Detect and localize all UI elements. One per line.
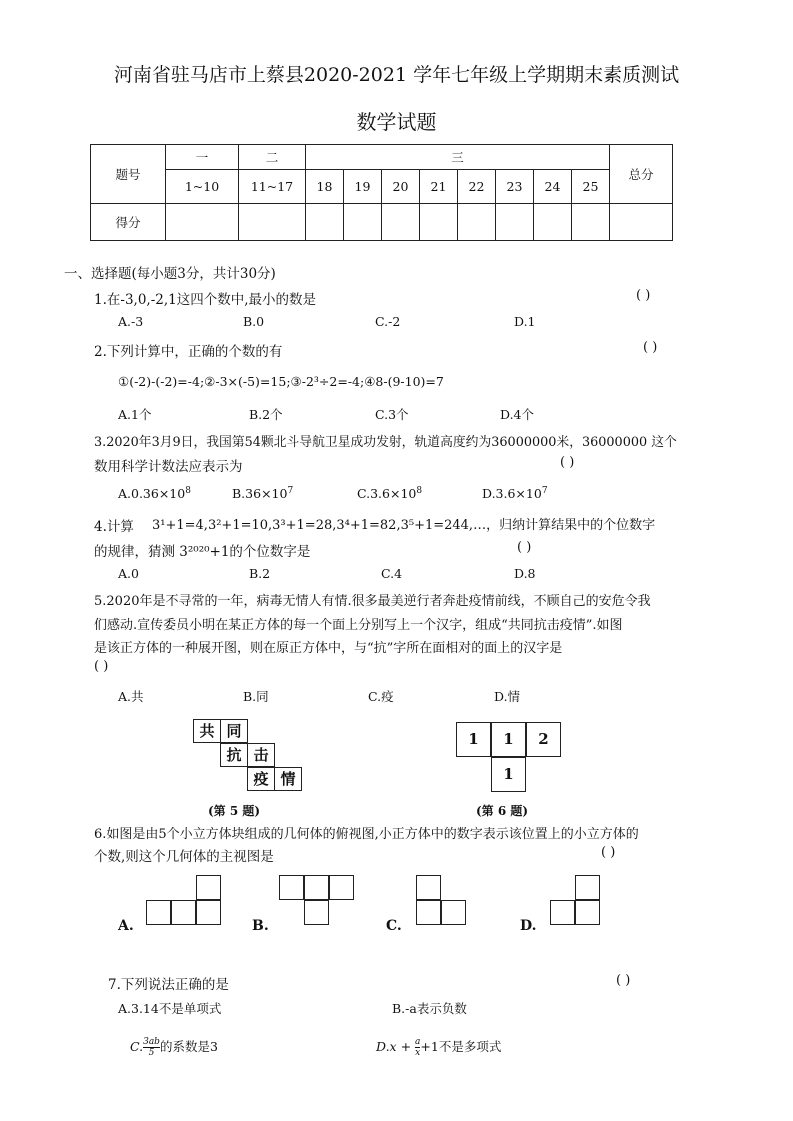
net-cell: 情 [274,767,302,791]
net-cell: 疫 [247,767,275,791]
score-cell-blank[interactable] [306,204,344,241]
option-b: B.-a表示负数 [392,1001,467,1016]
score-cell-blank[interactable] [420,204,458,241]
score-table-col: 20 [382,170,420,204]
option-a: $A.0.36\times 10^8$ [118,486,191,502]
question-5-line2: 们感动.宣传委员小明在某正方体的每一个面上分别写上一个汉字，组成“共同抗击疫情”.如图 [94,618,623,633]
answer-paren[interactable]: ( ) [560,455,575,470]
option-c: C.4 [381,566,403,581]
exam-subtitle: 数学试题 [356,110,437,134]
question-6-line2: 个数,则这个几何体的主视图是 [94,849,274,865]
option-d: D.情 [494,689,521,704]
score-table-defen: 得分 [91,204,166,241]
option-a: A.-3 [118,314,144,329]
score-cell-blank[interactable] [239,204,306,241]
option-a-label: A. [118,918,134,934]
score-table [90,144,673,241]
question-2-text: 2.下列计算中，正确的个数的有 [94,344,283,360]
score-table-col: 18 [306,170,344,204]
question-2-expression: ①(-2)-(-2)=-4;②-3×(-5)=15;③-2³÷2=-4;④8-(9-10)=7 [118,374,444,389]
question-5-line1: 5.2020年是不寻常的一年，病毒无情人有情.很多最美逆行者奔赴疫情前线，不顾自己的安危令我 [94,594,651,609]
score-cell-blank[interactable] [610,204,673,241]
score-cell-blank[interactable] [572,204,610,241]
net-cell: 击 [247,743,275,767]
answer-paren[interactable]: ( ) [517,540,532,555]
score-table-sec1: 一 [166,145,239,170]
score-table-sec2: 二 [239,145,306,170]
option-c: $C.3.6\times 10^8$ [357,486,423,502]
option-a: A.3.14不是单项式 [118,1001,222,1016]
option-d: D.x + $\frac{a}{x}$ +1不是多项式 [376,1037,502,1058]
question-4-line2: 的规律，猜测 3²⁰²⁰+1的个位数字是 [94,544,311,560]
option-c-label: C. [386,918,402,934]
question-3-line1: 3.2020年3月9日，我国第54颗北斗导航卫星成功发射，轨道高度约为36000000米，36000000 这个 [94,435,677,450]
score-table-col: 25 [572,170,610,204]
score-table-col: 23 [496,170,534,204]
score-table-range1: 1~10 [166,170,239,204]
question-7-text: 7.下列说法正确的是 [108,977,229,993]
answer-paren[interactable]: ( ) [616,973,631,988]
question-4-line1: 3¹+1=4,3²+1=10,3³+1=28,3⁴+1=82,3⁵+1=244,…，归纳计算结果中的个位数字 [152,518,656,533]
score-table-tihao: 题号 [91,145,166,204]
exam-title: 河南省驻马店市上蔡县2020-2021 学年七年级上学期期末素质测试 [113,64,680,86]
score-cell-blank[interactable] [496,204,534,241]
score-table-sec3: 三 [306,145,610,170]
answer-paren[interactable]: ( ) [636,288,651,303]
figure-caption: (第 6 题) [476,804,529,818]
option-c: C.-2 [375,314,401,329]
question-3-line2: 数用科学计数法应表示为 [94,459,243,475]
question-5-line3: 是该正方体的一种展开图，则在原正方体中，与“抗”字所在面相对的面上的汉字是 [94,641,563,656]
option-b: $B.36\times 10^7$ [232,486,294,502]
question-1-text: 1.在-3,0,-2,1这四个数中,最小的数是 [94,292,317,308]
score-table-col: 24 [534,170,572,204]
net-cell: 抗 [220,743,248,767]
option-c: C.3个 [375,407,409,422]
score-table-col: 22 [458,170,496,204]
score-cell-blank[interactable] [458,204,496,241]
option-c: C.疫 [368,689,394,704]
top-view-cell: 2 [526,722,561,757]
score-table-col: 21 [420,170,458,204]
score-cell-blank[interactable] [344,204,382,241]
net-cell: 共 [193,719,221,743]
answer-paren[interactable]: ( ) [94,659,109,674]
option-d: $D.3.6\times 10^7$ [482,486,548,502]
option-b: B.2 [249,566,271,581]
option-c: C. $\frac{3ab}{5}$ 的系数是3 [130,1037,218,1058]
net-cell: 同 [220,719,248,743]
option-a: A.共 [118,689,144,704]
option-a: A.1个 [118,407,152,422]
option-b: B.2个 [249,407,283,422]
option-d: D.4个 [500,407,535,422]
option-b-label: B. [252,918,269,934]
question-4-label: 4.计算 [94,519,134,535]
score-cell-blank[interactable] [166,204,239,241]
score-cell-blank[interactable] [534,204,572,241]
score-cell-blank[interactable] [382,204,420,241]
option-b: B.同 [243,689,269,704]
answer-paren[interactable]: ( ) [601,845,616,860]
top-view-cell: 1 [456,722,491,757]
top-view-cell: 1 [491,757,526,792]
question-6-line1: 6.如图是由5个小立方体块组成的几何体的俯视图,小正方体中的数字表示该位置上的小立方体的 [94,827,639,842]
option-d: D.8 [514,566,536,581]
option-d-label: D. [520,918,537,934]
option-b: B.0 [243,314,265,329]
option-a: A.0 [118,566,139,581]
score-table-zongfen: 总分 [610,145,673,204]
score-table-range2: 11~17 [239,170,306,204]
figure-caption: (第 5 题) [208,804,261,818]
section-heading: 一、选择题(每小题3分，共计30分) [64,266,276,282]
top-view-cell: 1 [491,722,526,757]
option-d: D.1 [514,314,536,329]
score-table-col: 19 [344,170,382,204]
answer-paren[interactable]: ( ) [643,340,658,355]
